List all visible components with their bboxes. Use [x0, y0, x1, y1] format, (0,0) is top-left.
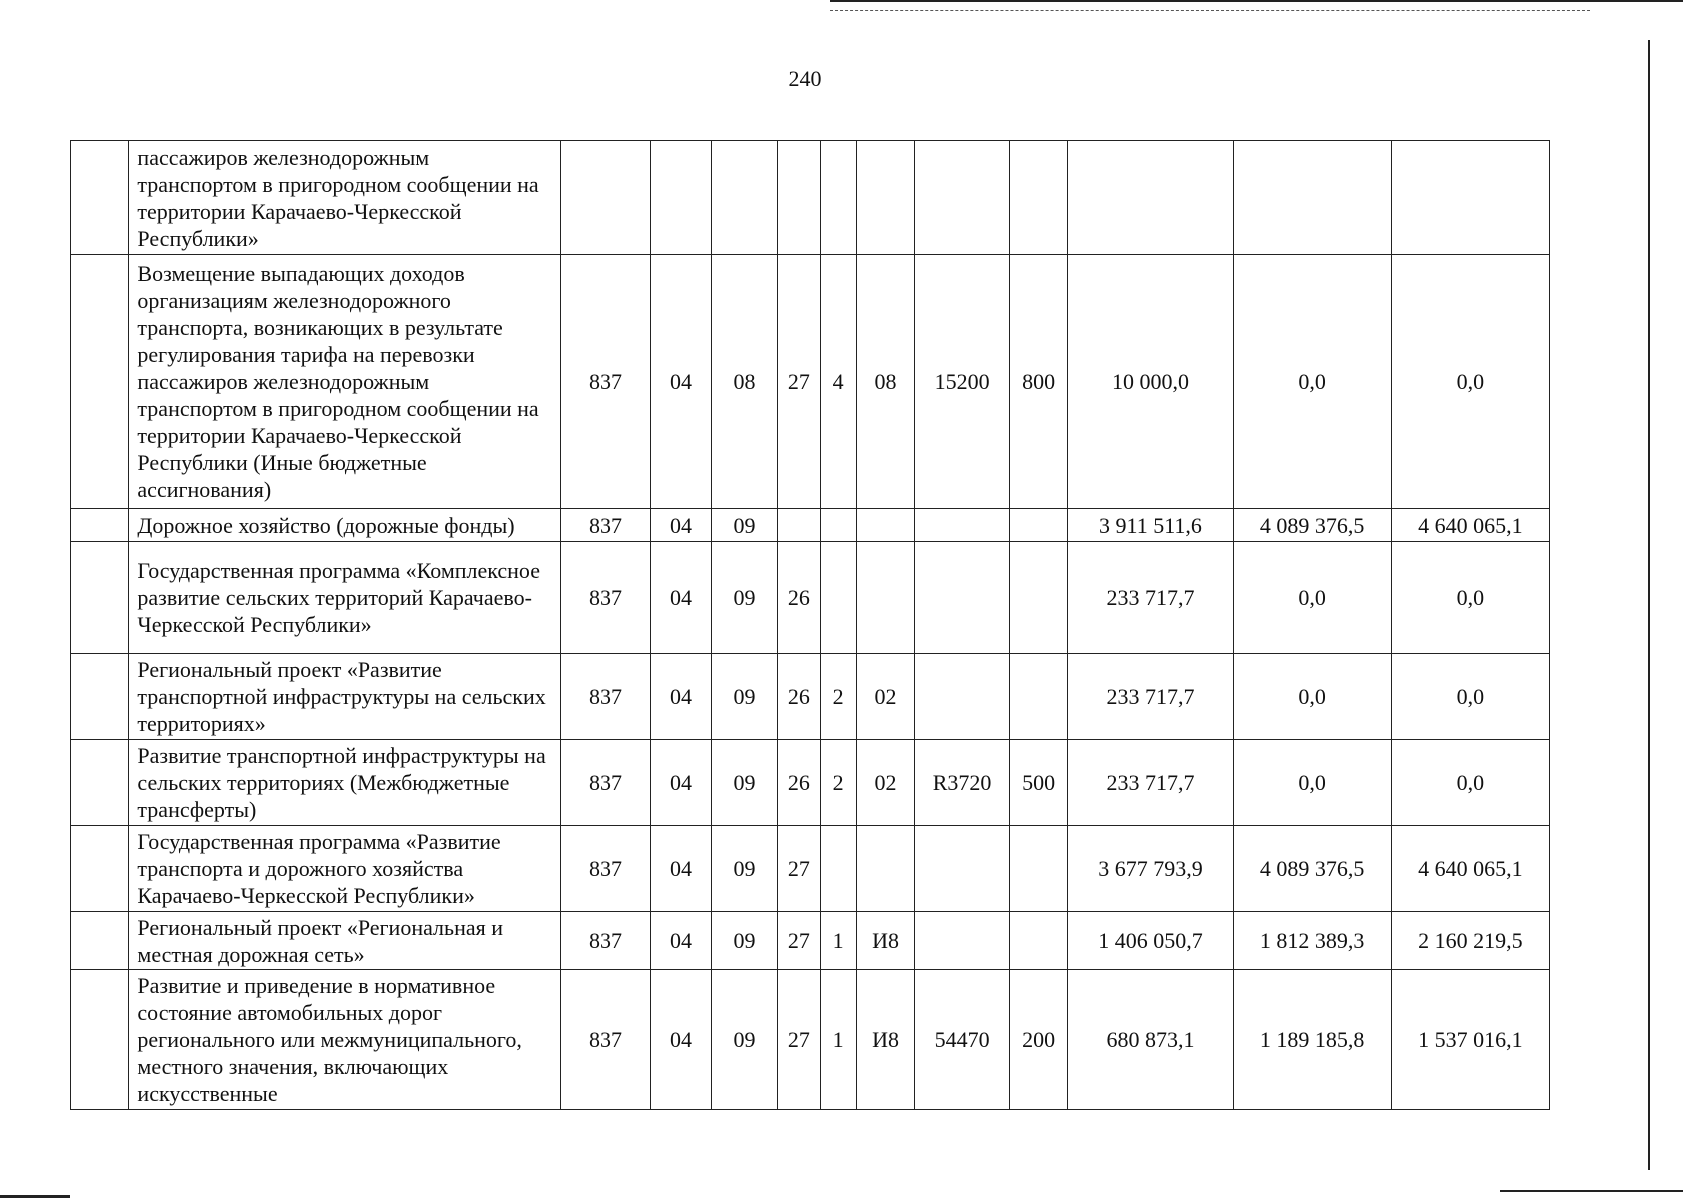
cell-csr-type	[820, 826, 856, 912]
cell-csr-program	[778, 509, 820, 542]
cell-csr-direction	[915, 509, 1010, 542]
scan-mark-bottom-left	[0, 1195, 70, 1198]
cell-csr-type	[820, 509, 856, 542]
cell-csr-subprogram	[856, 141, 914, 255]
cell-csr-direction: R3720	[915, 740, 1010, 826]
cell-description: Региональный проект «Развитие транспортной инфраструктуры на сельских территориях»	[129, 654, 560, 740]
cell-csr-type: 4	[820, 255, 856, 509]
cell-csr-subprogram	[856, 509, 914, 542]
table-row	[71, 826, 1550, 912]
cell-description: Региональный проект «Региональная и местная дорожная сеть»	[129, 912, 560, 970]
cell-number	[71, 141, 129, 255]
cell-gr: 837	[560, 654, 651, 740]
table-row	[71, 141, 1550, 255]
scan-edge-bottom	[1500, 1190, 1683, 1192]
cell-amount-year3: 0,0	[1391, 654, 1549, 740]
cell-vr: 500	[1009, 740, 1067, 826]
cell-amount-year2: 0,0	[1233, 255, 1391, 509]
cell-amount-year1: 3 911 511,6	[1068, 509, 1233, 542]
cell-amount-year2: 1 189 185,8	[1233, 970, 1391, 1110]
cell-amount-year3: 0,0	[1391, 740, 1549, 826]
cell-vr: 200	[1009, 970, 1067, 1110]
cell-pr: 09	[711, 970, 777, 1110]
cell-csr-type	[820, 141, 856, 255]
cell-vr	[1009, 912, 1067, 970]
table-row	[71, 654, 1550, 740]
table-row	[71, 255, 1550, 509]
cell-gr: 837	[560, 509, 651, 542]
cell-gr: 837	[560, 255, 651, 509]
cell-csr-type: 1	[820, 912, 856, 970]
table-row	[71, 542, 1550, 654]
cell-gr: 837	[560, 826, 651, 912]
cell-number	[71, 542, 129, 654]
cell-vr	[1009, 141, 1067, 255]
cell-csr-program: 26	[778, 740, 820, 826]
page-number: 240	[788, 66, 822, 91]
cell-amount-year2: 1 812 389,3	[1233, 912, 1391, 970]
cell-description: Государственная программа «Комплексное развитие сельских территорий Карачаево-Черкесской Республики»	[129, 542, 560, 654]
cell-csr-direction: 15200	[915, 255, 1010, 509]
cell-csr-direction	[915, 542, 1010, 654]
cell-number	[71, 509, 129, 542]
cell-rz: 04	[651, 740, 711, 826]
cell-pr: 09	[711, 912, 777, 970]
table-row	[71, 970, 1550, 1110]
cell-csr-subprogram	[856, 542, 914, 654]
cell-rz: 04	[651, 912, 711, 970]
cell-number	[71, 654, 129, 740]
cell-amount-year3: 4 640 065,1	[1391, 509, 1549, 542]
cell-amount-year2	[1233, 141, 1391, 255]
cell-amount-year1: 1 406 050,7	[1068, 912, 1233, 970]
cell-pr: 09	[711, 509, 777, 542]
cell-amount-year1: 233 717,7	[1068, 654, 1233, 740]
cell-amount-year3	[1391, 141, 1549, 255]
cell-amount-year1: 680 873,1	[1068, 970, 1233, 1110]
cell-csr-program: 27	[778, 826, 820, 912]
cell-amount-year2: 4 089 376,5	[1233, 826, 1391, 912]
cell-csr-subprogram: И8	[856, 970, 914, 1110]
cell-csr-program: 26	[778, 542, 820, 654]
cell-pr	[711, 141, 777, 255]
cell-rz: 04	[651, 255, 711, 509]
cell-amount-year2: 0,0	[1233, 542, 1391, 654]
cell-description: пассажиров железнодорожным транспортом в пригородном сообщении на территории Карачаево-Черкесской Республики»	[129, 141, 560, 255]
cell-csr-program: 27	[778, 255, 820, 509]
cell-csr-direction	[915, 141, 1010, 255]
cell-number	[71, 255, 129, 509]
cell-amount-year3: 2 160 219,5	[1391, 912, 1549, 970]
scan-edge-top-dashed	[830, 10, 1590, 11]
cell-csr-direction: 54470	[915, 970, 1010, 1110]
cell-amount-year3: 4 640 065,1	[1391, 826, 1549, 912]
cell-csr-type	[820, 542, 856, 654]
cell-csr-program: 26	[778, 654, 820, 740]
cell-vr	[1009, 542, 1067, 654]
cell-amount-year3: 0,0	[1391, 542, 1549, 654]
cell-amount-year3: 0,0	[1391, 255, 1549, 509]
cell-csr-subprogram: И8	[856, 912, 914, 970]
cell-pr: 09	[711, 654, 777, 740]
scan-edge-right	[1648, 40, 1650, 1170]
cell-description: Дорожное хозяйство (дорожные фонды)	[129, 509, 560, 542]
cell-amount-year2: 4 089 376,5	[1233, 509, 1391, 542]
cell-rz: 04	[651, 970, 711, 1110]
cell-number	[71, 970, 129, 1110]
cell-csr-program: 27	[778, 912, 820, 970]
cell-amount-year2: 0,0	[1233, 740, 1391, 826]
cell-csr-subprogram: 08	[856, 255, 914, 509]
cell-pr: 09	[711, 826, 777, 912]
cell-description: Возмещение выпадающих доходов организациям железнодорожного транспорта, возникающих в результате регулирования тарифа на перевозки пассажиров железнодорожным транспортом в пригородном сообщении на территории Карачаево-Черкесской Республики (Иные бюджетные ассигнования)	[129, 255, 560, 509]
cell-gr: 837	[560, 970, 651, 1110]
cell-csr-direction	[915, 826, 1010, 912]
cell-description: Развитие и приведение в нормативное состояние автомобильных дорог регионального или межмуниципального, местного значения, включающих искусственные	[129, 970, 560, 1110]
cell-rz: 04	[651, 542, 711, 654]
cell-csr-program	[778, 141, 820, 255]
cell-amount-year1: 233 717,7	[1068, 740, 1233, 826]
cell-csr-program: 27	[778, 970, 820, 1110]
table-row	[71, 912, 1550, 970]
cell-amount-year1	[1068, 141, 1233, 255]
cell-csr-type: 2	[820, 740, 856, 826]
cell-gr: 837	[560, 740, 651, 826]
cell-description: Развитие транспортной инфраструктуры на сельских территориях (Межбюджетные трансферты)	[129, 740, 560, 826]
cell-csr-subprogram: 02	[856, 654, 914, 740]
cell-pr: 09	[711, 542, 777, 654]
cell-vr	[1009, 826, 1067, 912]
cell-pr: 08	[711, 255, 777, 509]
cell-gr	[560, 141, 651, 255]
cell-vr	[1009, 509, 1067, 542]
cell-vr: 800	[1009, 255, 1067, 509]
cell-amount-year3: 1 537 016,1	[1391, 970, 1549, 1110]
scan-edge-top	[830, 0, 1683, 6]
cell-number	[71, 912, 129, 970]
cell-gr: 837	[560, 542, 651, 654]
cell-csr-subprogram: 02	[856, 740, 914, 826]
cell-amount-year1: 10 000,0	[1068, 255, 1233, 509]
budget-table-body	[71, 141, 1550, 1110]
cell-rz: 04	[651, 654, 711, 740]
cell-amount-year1: 233 717,7	[1068, 542, 1233, 654]
cell-gr: 837	[560, 912, 651, 970]
cell-number	[71, 740, 129, 826]
cell-rz: 04	[651, 826, 711, 912]
cell-csr-direction	[915, 654, 1010, 740]
cell-pr: 09	[711, 740, 777, 826]
cell-vr	[1009, 654, 1067, 740]
table-row	[71, 509, 1550, 542]
cell-rz: 04	[651, 509, 711, 542]
cell-amount-year2: 0,0	[1233, 654, 1391, 740]
cell-rz	[651, 141, 711, 255]
cell-amount-year1: 3 677 793,9	[1068, 826, 1233, 912]
budget-table	[70, 140, 1550, 1110]
cell-csr-subprogram	[856, 826, 914, 912]
cell-description: Государственная программа «Развитие транспорта и дорожного хозяйства Карачаево-Черкесской Республики»	[129, 826, 560, 912]
cell-number	[71, 826, 129, 912]
cell-csr-type: 1	[820, 970, 856, 1110]
table-row	[71, 740, 1550, 826]
cell-csr-direction	[915, 912, 1010, 970]
cell-csr-type: 2	[820, 654, 856, 740]
